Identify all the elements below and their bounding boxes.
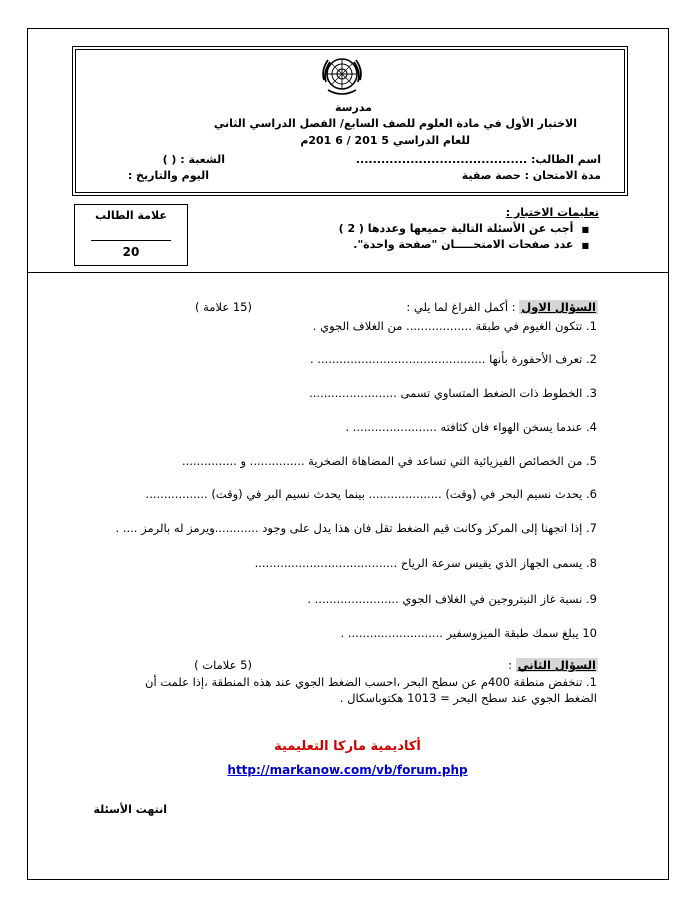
instruction-text: عدد صفحات الامتحـــــان "صفحة واحدة". [353,238,574,251]
q1-title: السؤال الاول [521,300,596,314]
q1-item: 2. تعرف الأحفورة بأنها .............................................. . [310,352,597,366]
instruction-item [353,238,589,251]
section-divider [28,272,668,273]
academy-name: أكاديمية ماركا التعليمية [274,739,421,754]
bullet-icon: ■ [581,225,589,234]
q2-marks: (5 علامات ) [194,658,252,672]
q2-title: السؤال الثاني [517,658,596,672]
grade-line [91,240,171,241]
grade-label: علامة الطالب [95,209,167,222]
q1-item: 10 يبلغ سمك طبقة الميزوسفير .......................... . [340,626,597,640]
q1-header [406,300,598,314]
forum-link[interactable]: http://markanow.com/vb/forum.php [227,763,468,777]
q2-line: الضغط الجوي عند سطح البحر = 1013 هكتوباسكال . [339,691,597,705]
q1-item: 5. من الخصائص الفيزيائية التي تساعد في المضاهاة الصخرية ............... و ............... [181,454,597,468]
forum-link-wrap [0,759,695,778]
instructions-title: تعليمات الاختبار : [505,206,599,219]
q1-item: 8. يسمى الجهاز الذي يقيس سرعة الرياح ....................................... [254,556,597,570]
q1-item: 7. إذا اتجهنا إلى المركز وكانت قيم الضغط تقل فان هذا يدل على وجود ............ويرمز له بالرمز .... . [115,521,597,535]
grade-total: 20 [122,245,140,259]
exam-title: الاختبار الأول في مادة العلوم للصف السابع/ الفصل الدراسي الثاني [213,117,577,130]
q1-item: 1. تتكون الغيوم في طبقة .................. من الغلاف الجوي . [312,319,597,333]
q1-item: 9. نسبة غاز النيتروجين في الغلاف الجوي ....................... . [307,592,597,606]
instruction-text: أجب عن الأسئلة التالية جميعها وعددها ( 2 ) [338,222,574,235]
q2-line: 1. تنخفض منطقة 400م عن سطح البحر ،احسب الضغط الجوي عند هذه المنطقة ،إذا علمت أن [145,675,597,689]
bullet-icon: ■ [581,241,589,250]
student-grade-box [74,204,188,266]
q1-item: 4. عندما يسخن الهواء فان كثافته ....................... . [345,420,597,434]
q1-prompt: : أكمل الفراغ لما يلي : [406,300,516,314]
end-of-questions: انتهت الأسئلة [93,803,167,816]
student-name-field: اسم الطالب: ......................................... [355,153,601,166]
exam-duration: مدة الامتحان : حصة صفية [461,169,601,182]
un-emblem-icon [318,52,366,100]
academic-year: للعام الدراسي 5 201 / 6 201م [300,134,470,147]
q1-item: 3. الخطوط ذات الضغط المتساوي تسمى ........................ [309,386,597,400]
q1-item: 6. يحدث نسيم البحر في (وقت) .................... بينما يحدث نسيم البر في (وقت) ................. [145,487,597,501]
school-name: مدرسة [335,101,372,114]
q2-colon: : [508,658,513,672]
q1-marks: (15 علامة ) [195,300,252,314]
section-field: الشعبة : ( ) [162,153,225,166]
q2-header [508,658,598,672]
day-date-field: اليوم والتاريخ : [127,169,209,182]
instruction-item [339,222,589,235]
